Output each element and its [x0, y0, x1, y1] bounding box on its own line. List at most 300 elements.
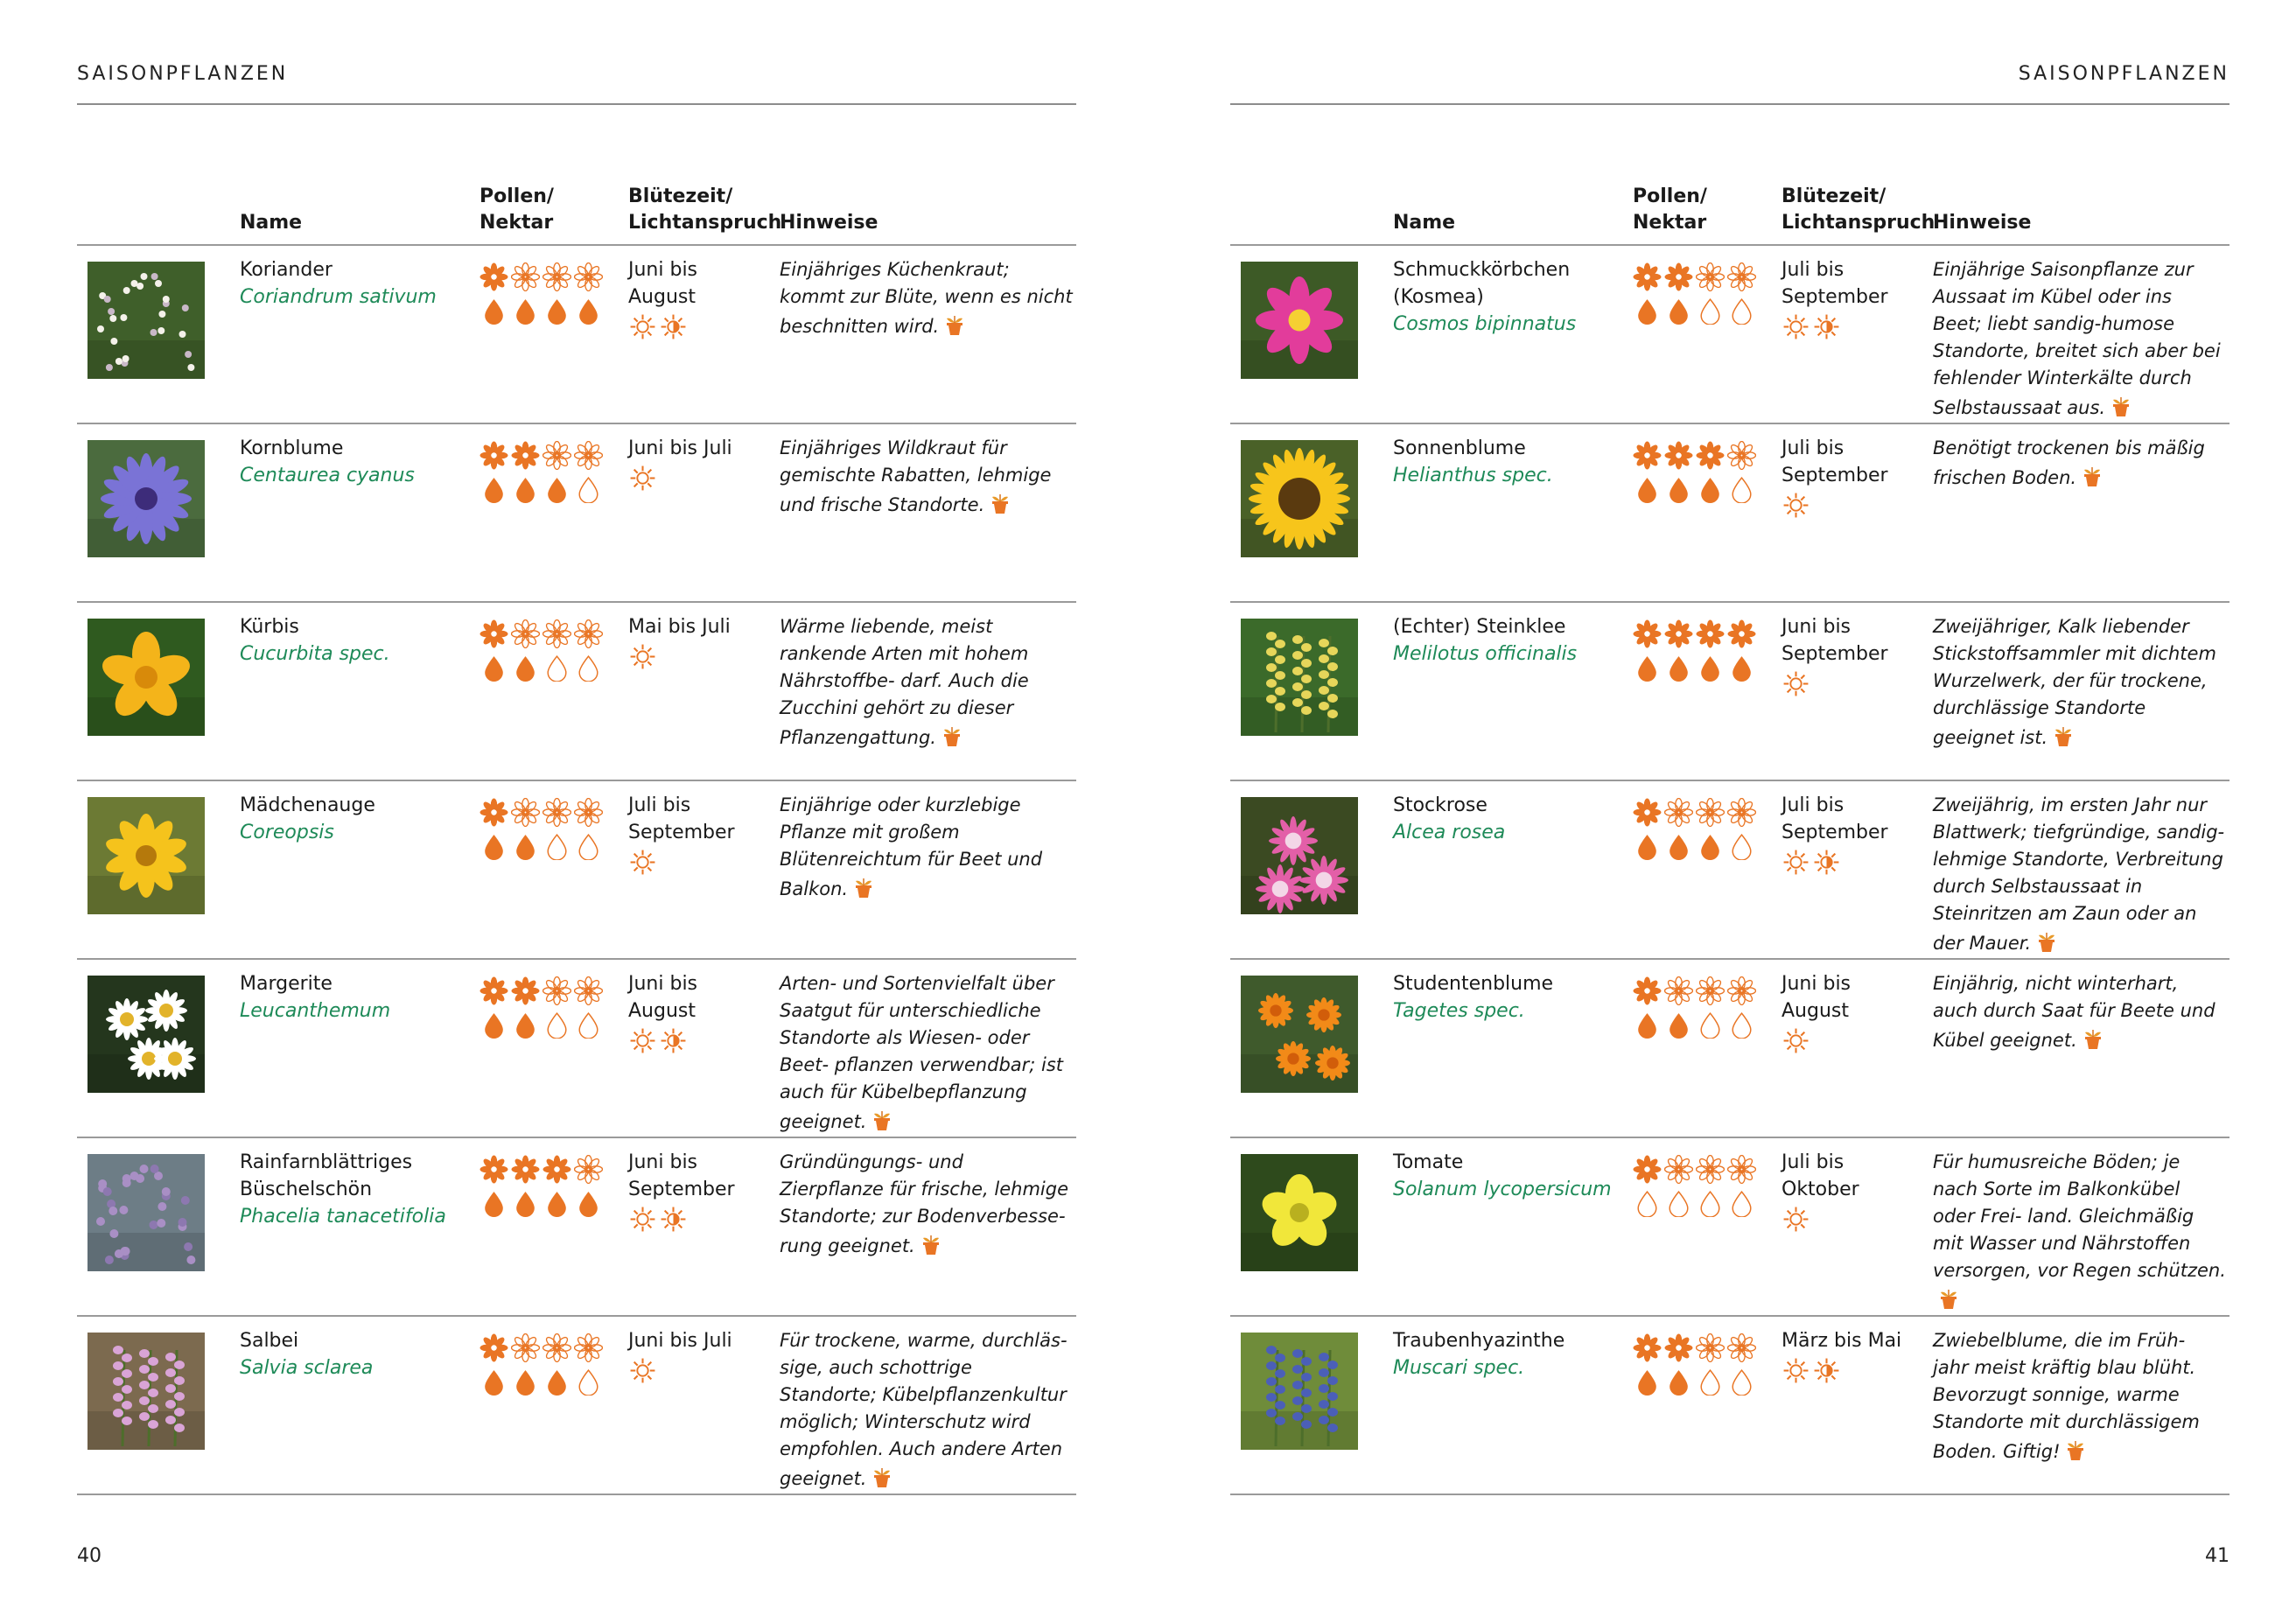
- pollen-flower-icon: [1633, 262, 1662, 295]
- nectar-drop-icon: [1696, 474, 1725, 507]
- container-pot-icon: [872, 1463, 892, 1489]
- pollen-rating: [480, 440, 611, 473]
- running-head-rule: [77, 103, 1076, 105]
- pollen-rating: [480, 619, 611, 652]
- full-sun-icon: [1782, 491, 1810, 528]
- nectar-drop-icon: [511, 474, 540, 507]
- container-pot-icon: [2065, 1436, 2086, 1462]
- plant-photo: [1241, 262, 1358, 379]
- pollen-flower-icon: [574, 262, 603, 295]
- bloom-period: Juni bis September: [628, 1151, 735, 1200]
- plant-photo: [88, 262, 205, 379]
- common-name: (Echter) Steinklee: [1393, 616, 1566, 638]
- bloom-time: [1782, 1327, 1922, 1393]
- pollen-rating: [480, 1154, 611, 1187]
- bloom-time: [1782, 1149, 1922, 1242]
- pollen-nectar-rating: [1633, 1154, 1764, 1221]
- pollen-nectar-rating: [1633, 619, 1764, 685]
- bloom-time: [1782, 435, 1922, 528]
- pollen-flower-icon: [542, 441, 571, 473]
- pollen-flower-icon: [1633, 798, 1662, 830]
- pollen-flower-icon: [1633, 976, 1662, 1009]
- pollen-rating: [1633, 440, 1764, 473]
- nectar-drop-icon: [480, 1367, 508, 1399]
- plant-notes: [780, 435, 1073, 519]
- full-sun-icon: [628, 312, 657, 349]
- nectar-drop-icon: [1696, 1367, 1725, 1399]
- common-name: Koriander: [240, 259, 332, 281]
- column-header: [77, 182, 1076, 245]
- column-notes-header: Hinweise: [780, 212, 878, 234]
- pollen-flower-icon: [1633, 619, 1662, 652]
- pollen-flower-icon: [1696, 619, 1725, 652]
- common-name: Tomate: [1393, 1151, 1464, 1173]
- container-pot-icon: [942, 722, 962, 748]
- plant-notes: [780, 1149, 1073, 1260]
- pollen-flower-icon: [480, 441, 508, 473]
- latin-name: Tagetes spec.: [1393, 1000, 1525, 1022]
- container-pot-icon: [2082, 1025, 2104, 1051]
- nectar-rating: [1633, 473, 1764, 507]
- pollen-nectar-rating: [1633, 797, 1764, 864]
- bloom-period: März bis Mai: [1782, 1330, 1902, 1352]
- nectar-drop-icon: [1664, 1367, 1693, 1399]
- pollen-flower-icon: [480, 798, 508, 830]
- nectar-drop-icon: [542, 474, 571, 507]
- bloom-time: [1782, 970, 1922, 1063]
- pollen-flower-icon: [511, 798, 540, 830]
- bloom-period: Juni bis Juli: [628, 1330, 732, 1352]
- plant-notes: [1933, 435, 2226, 492]
- notes-text: Wärme liebende, meist rankende Arten mit hohem Nährstoffbe- darf. Auch die Zucchini gehört zu dieser Pflanzengattung.: [780, 616, 1029, 748]
- light-requirement: [628, 1026, 768, 1063]
- full-sun-icon: [628, 1026, 657, 1063]
- notes-text: Arten- und Sortenvielfalt über Saatgut für unterschiedliche Standorte als Wiesen- oder Beet- pflanzen verwendbar; ist auch für Kübelbepflanzung geeignet.: [780, 973, 1064, 1132]
- bloom-period: Juni bis Juli: [628, 437, 732, 459]
- pollen-flower-icon: [1664, 976, 1693, 1009]
- pollen-flower-icon: [1727, 1155, 1756, 1187]
- plant-photo: [88, 440, 205, 557]
- pollen-flower-icon: [1664, 798, 1693, 830]
- full-sun-icon: [628, 1205, 657, 1242]
- container-pot-icon: [853, 873, 874, 899]
- pollen-flower-icon: [1664, 441, 1693, 473]
- light-requirement: [1782, 669, 1922, 706]
- pollen-rating: [1633, 976, 1764, 1009]
- nectar-rating: [1633, 295, 1764, 328]
- pollen-flower-icon: [1727, 798, 1756, 830]
- pollen-flower-icon: [1727, 441, 1756, 473]
- table-row: [77, 781, 1076, 960]
- half-shade-icon: [659, 1026, 688, 1063]
- pollen-nectar-rating: [1633, 440, 1764, 507]
- pollen-rating: [1633, 262, 1764, 295]
- table-row: [1230, 1317, 2230, 1495]
- pollen-rating: [1633, 1333, 1764, 1366]
- notes-text: Benötigt trockenen bis mäßig frischen Boden.: [1933, 437, 2205, 488]
- latin-name: Centaurea cyanus: [240, 465, 415, 486]
- bloom-time: [1782, 792, 1922, 885]
- table-row: [1230, 960, 2230, 1138]
- nectar-drop-icon: [511, 653, 540, 685]
- plant-photo: [1241, 1333, 1358, 1450]
- pollen-flower-icon: [1696, 976, 1725, 1009]
- table-row: [1230, 603, 2230, 781]
- plant-name: [240, 1149, 467, 1230]
- bloom-time: [628, 1327, 768, 1393]
- pollen-flower-icon: [1727, 976, 1756, 1009]
- pollen-flower-icon: [574, 441, 603, 473]
- plant-name: [1393, 256, 1620, 338]
- right-page: [1230, 0, 2230, 1623]
- nectar-drop-icon: [1727, 296, 1756, 328]
- pollen-rating: [480, 976, 611, 1009]
- full-sun-icon: [1782, 848, 1810, 885]
- light-requirement: [1782, 848, 1922, 885]
- nectar-drop-icon: [1633, 831, 1662, 864]
- page-number: 40: [77, 1545, 102, 1567]
- bloom-period: Juni bis August: [1782, 973, 1852, 1022]
- pollen-nectar-rating: [480, 1154, 611, 1221]
- plant-photo: [88, 797, 205, 914]
- nectar-drop-icon: [574, 1188, 603, 1221]
- nectar-drop-icon: [480, 474, 508, 507]
- notes-text: Zweijähriger, Kalk liebender Stickstoffsammler mit dichtem Wurzelwerk, der für trockene, durchlässige Standorte geeignet ist.: [1933, 616, 2216, 748]
- container-pot-icon: [920, 1230, 942, 1256]
- nectar-drop-icon: [1633, 1188, 1662, 1221]
- pollen-rating: [1633, 797, 1764, 830]
- container-pot-icon: [2036, 927, 2057, 954]
- nectar-rating: [480, 1009, 611, 1042]
- plant-name: [1393, 792, 1620, 846]
- nectar-drop-icon: [480, 1010, 508, 1042]
- nectar-drop-icon: [480, 1188, 508, 1221]
- nectar-rating: [1633, 1009, 1764, 1042]
- bloom-period: Juli bis Oktober: [1782, 1151, 1859, 1200]
- half-shade-icon: [659, 1205, 688, 1242]
- nectar-drop-icon: [542, 296, 571, 328]
- latin-name: Helianthus spec.: [1393, 465, 1553, 486]
- column-notes-header: Hinweise: [1933, 212, 2032, 234]
- pollen-flower-icon: [574, 976, 603, 1009]
- bloom-period: Mai bis Juli: [628, 616, 731, 638]
- nectar-rating: [1633, 1187, 1764, 1221]
- common-name: Kürbis: [240, 616, 299, 638]
- plant-notes: [780, 792, 1073, 903]
- common-name: Sonnenblume: [1393, 437, 1526, 459]
- nectar-rating: [480, 295, 611, 328]
- bloom-time: [628, 613, 768, 679]
- nectar-drop-icon: [1696, 1010, 1725, 1042]
- table-row: [77, 1317, 1076, 1495]
- bloom-time: [628, 435, 768, 500]
- container-pot-icon: [2110, 392, 2132, 418]
- running-head: SAISONPFLANZEN: [2018, 63, 2230, 85]
- common-name: Salbei: [240, 1330, 299, 1352]
- running-head-rule: [1230, 103, 2230, 105]
- column-header: [1230, 182, 2230, 245]
- latin-name: Coreopsis: [240, 822, 334, 843]
- plant-notes: [1933, 792, 2226, 957]
- nectar-drop-icon: [1633, 653, 1662, 685]
- bloom-time: [628, 1149, 768, 1242]
- common-name: Kornblume: [240, 437, 344, 459]
- pollen-flower-icon: [574, 798, 603, 830]
- running-head: SAISONPFLANZEN: [77, 63, 289, 85]
- container-pot-icon: [2053, 722, 2074, 748]
- half-shade-icon: [1812, 1356, 1841, 1393]
- column-bloom-light-header: Blütezeit/ Lichtanspruch: [628, 185, 782, 234]
- plant-notes: [1933, 613, 2226, 752]
- common-name: Stockrose: [1393, 794, 1488, 816]
- pollen-flower-icon: [480, 1333, 508, 1366]
- nectar-drop-icon: [574, 474, 603, 507]
- nectar-drop-icon: [1633, 474, 1662, 507]
- pollen-flower-icon: [480, 619, 508, 652]
- pollen-flower-icon: [542, 976, 571, 1009]
- light-requirement: [628, 848, 768, 885]
- plant-photo: [1241, 619, 1358, 736]
- bloom-period: Juni bis September: [1782, 616, 1888, 665]
- table-row: [77, 960, 1076, 1138]
- common-name: Traubenhyazinthe: [1393, 1330, 1565, 1352]
- column-bloom-light-header: Blütezeit/ Lichtanspruch: [1782, 185, 1936, 234]
- pollen-nectar-rating: [480, 797, 611, 864]
- pollen-flower-icon: [1664, 1155, 1693, 1187]
- plant-name: [1393, 435, 1620, 489]
- nectar-rating: [480, 652, 611, 685]
- full-sun-icon: [628, 1356, 657, 1393]
- notes-text: Gründüngungs- und Zierpflanze für frische, lehmige Standorte; zur Bodenverbesse- rung geeignet.: [780, 1151, 1069, 1256]
- plant-notes: [1933, 1327, 2226, 1466]
- nectar-drop-icon: [1664, 653, 1693, 685]
- pollen-flower-icon: [1696, 441, 1725, 473]
- pollen-nectar-rating: [480, 976, 611, 1042]
- nectar-drop-icon: [480, 296, 508, 328]
- pollen-flower-icon: [511, 1333, 540, 1366]
- column-name-header: Name: [240, 212, 303, 234]
- pollen-flower-icon: [542, 1333, 571, 1366]
- common-name: Margerite: [240, 973, 332, 995]
- plant-photo: [88, 976, 205, 1093]
- column-pollen-nectar-header: Pollen/ Nektar: [1633, 185, 1707, 234]
- table-row: [1230, 1138, 2230, 1317]
- pollen-flower-icon: [1633, 1155, 1662, 1187]
- pollen-flower-icon: [511, 262, 540, 295]
- pollen-flower-icon: [574, 619, 603, 652]
- plant-notes: [1933, 1149, 2226, 1314]
- nectar-drop-icon: [1727, 474, 1756, 507]
- latin-name: Leucanthemum: [240, 1000, 391, 1022]
- container-pot-icon: [1938, 1284, 1959, 1311]
- plant-photo: [88, 619, 205, 736]
- pollen-flower-icon: [511, 441, 540, 473]
- full-sun-icon: [1782, 312, 1810, 349]
- latin-name: Solanum lycopersicum: [1393, 1179, 1612, 1200]
- light-requirement: [1782, 491, 1922, 528]
- plant-notes: [780, 256, 1073, 340]
- notes-text: Einjährige Saisonpflanze zur Aussaat im Kübel oder ins Beet; liebt sandig-humose Standorte, breitet sich aber bei fehlender Winterkälte durch Selbstaussaat aus.: [1933, 259, 2221, 418]
- pollen-flower-icon: [1696, 1155, 1725, 1187]
- pollen-nectar-rating: [1633, 976, 1764, 1042]
- light-requirement: [1782, 1205, 1922, 1242]
- nectar-drop-icon: [511, 1188, 540, 1221]
- bloom-period: Juli bis September: [1782, 437, 1888, 486]
- pollen-flower-icon: [1727, 262, 1756, 295]
- pollen-flower-icon: [1633, 1333, 1662, 1366]
- nectar-drop-icon: [1633, 1010, 1662, 1042]
- light-requirement: [628, 312, 768, 349]
- plant-notes: [780, 1327, 1073, 1493]
- nectar-drop-icon: [1696, 831, 1725, 864]
- pollen-flower-icon: [480, 1155, 508, 1187]
- pollen-flower-icon: [574, 1155, 603, 1187]
- nectar-drop-icon: [574, 653, 603, 685]
- pollen-rating: [1633, 619, 1764, 652]
- left-page: [77, 0, 1076, 1623]
- pollen-nectar-rating: [480, 619, 611, 685]
- plant-name: [240, 970, 467, 1025]
- plant-photo: [1241, 440, 1358, 557]
- nectar-drop-icon: [511, 831, 540, 864]
- plant-name: [240, 256, 467, 311]
- nectar-rating: [480, 830, 611, 864]
- container-pot-icon: [2082, 462, 2103, 488]
- pollen-flower-icon: [511, 976, 540, 1009]
- nectar-drop-icon: [574, 1367, 603, 1399]
- pollen-flower-icon: [1696, 262, 1725, 295]
- plant-name: [240, 435, 467, 489]
- plant-photo: [88, 1333, 205, 1450]
- pollen-nectar-rating: [480, 262, 611, 328]
- common-name: Mädchenauge: [240, 794, 375, 816]
- notes-text: Einjähriges Wildkraut für gemischte Rabatten, lehmige und frische Standorte.: [780, 437, 1052, 515]
- nectar-drop-icon: [480, 831, 508, 864]
- nectar-drop-icon: [480, 653, 508, 685]
- nectar-drop-icon: [542, 1188, 571, 1221]
- plant-name: [240, 613, 467, 668]
- nectar-drop-icon: [542, 1010, 571, 1042]
- pollen-flower-icon: [1664, 1333, 1693, 1366]
- pollen-flower-icon: [480, 262, 508, 295]
- nectar-drop-icon: [542, 653, 571, 685]
- notes-text: Zweijährig, im ersten Jahr nur Blattwerk; tiefgründige, sandig- lehmige Standorte, Verbreitung durch Selbstaussaat in Steinritzen am Zaun oder an der Mauer.: [1933, 794, 2225, 954]
- bloom-time: [628, 970, 768, 1063]
- bloom-time: [1782, 256, 1922, 349]
- nectar-drop-icon: [1664, 831, 1693, 864]
- nectar-drop-icon: [1727, 1367, 1756, 1399]
- pollen-rating: [480, 797, 611, 830]
- pollen-flower-icon: [574, 1333, 603, 1366]
- nectar-drop-icon: [542, 831, 571, 864]
- column-name-header: Name: [1393, 212, 1456, 234]
- table-row: [77, 246, 1076, 424]
- pollen-flower-icon: [1727, 619, 1756, 652]
- page-number: 41: [2205, 1545, 2230, 1567]
- plant-photo: [1241, 976, 1358, 1093]
- plant-photo: [1241, 1154, 1358, 1271]
- nectar-drop-icon: [1664, 1010, 1693, 1042]
- notes-text: Zwiebelblume, die im Früh- jahr meist kräftig blau blüht. Bevorzugt sonnige, warme Standorte mit durchlässigem Boden. Giftig!: [1933, 1330, 2200, 1462]
- pollen-flower-icon: [542, 262, 571, 295]
- bloom-period: Juli bis September: [628, 794, 735, 843]
- table-row: [1230, 781, 2230, 960]
- half-shade-icon: [1812, 312, 1841, 349]
- nectar-drop-icon: [1727, 1188, 1756, 1221]
- light-requirement: [628, 1205, 768, 1242]
- nectar-drop-icon: [574, 296, 603, 328]
- nectar-rating: [1633, 830, 1764, 864]
- bloom-time: [628, 792, 768, 885]
- latin-name: Melilotus officinalis: [1393, 643, 1578, 665]
- notes-text: Für trockene, warme, durchläs- sige, auch schottrige Standorte; Kübelpflanzenkultur möglich; Winterschutz wird empfohlen. Auch andere Arten geeignet.: [780, 1330, 1068, 1489]
- nectar-drop-icon: [1664, 1188, 1693, 1221]
- nectar-drop-icon: [511, 1367, 540, 1399]
- common-name: Rainfarnblättriges Büschelschön: [240, 1151, 413, 1200]
- nectar-drop-icon: [574, 831, 603, 864]
- table-row: [1230, 246, 2230, 424]
- pollen-rating: [480, 262, 611, 295]
- nectar-rating: [480, 473, 611, 507]
- latin-name: Muscari spec.: [1393, 1357, 1525, 1379]
- light-requirement: [1782, 1356, 1922, 1393]
- full-sun-icon: [1782, 1026, 1810, 1063]
- pollen-flower-icon: [1727, 1333, 1756, 1366]
- pollen-flower-icon: [1696, 798, 1725, 830]
- table-row: [77, 1138, 1076, 1317]
- latin-name: Alcea rosea: [1393, 822, 1506, 843]
- full-sun-icon: [1782, 1205, 1810, 1242]
- plant-name: [1393, 613, 1620, 668]
- pollen-flower-icon: [511, 619, 540, 652]
- nectar-drop-icon: [574, 1010, 603, 1042]
- plant-name: [1393, 1149, 1620, 1203]
- full-sun-icon: [1782, 669, 1810, 706]
- nectar-drop-icon: [1696, 296, 1725, 328]
- nectar-drop-icon: [1664, 474, 1693, 507]
- common-name: Schmuckkörbchen (Kosmea): [1393, 259, 1571, 308]
- pollen-flower-icon: [1633, 441, 1662, 473]
- plant-name: [240, 1327, 467, 1382]
- table-row: [77, 603, 1076, 781]
- latin-name: Phacelia tanacetifolia: [240, 1206, 446, 1228]
- nectar-drop-icon: [1727, 1010, 1756, 1042]
- nectar-drop-icon: [1727, 653, 1756, 685]
- pollen-nectar-rating: [480, 1333, 611, 1399]
- light-requirement: [1782, 1026, 1922, 1063]
- light-requirement: [628, 1356, 768, 1393]
- plant-notes: [1933, 256, 2226, 422]
- bloom-time: [1782, 613, 1922, 706]
- nectar-drop-icon: [511, 1010, 540, 1042]
- notes-text: Einjährige oder kurzlebige Pflanze mit großem Blütenreichtum für Beet und Balkon.: [780, 794, 1043, 899]
- plant-name: [1393, 970, 1620, 1025]
- latin-name: Cosmos bipinnatus: [1393, 313, 1577, 335]
- pollen-flower-icon: [1664, 262, 1693, 295]
- half-shade-icon: [1812, 848, 1841, 885]
- pollen-flower-icon: [1696, 1333, 1725, 1366]
- light-requirement: [628, 642, 768, 679]
- bloom-period: Juli bis September: [1782, 259, 1888, 308]
- bloom-period: Juni bis August: [628, 973, 698, 1022]
- container-pot-icon: [944, 311, 965, 337]
- plant-name: [1393, 1327, 1620, 1382]
- latin-name: Cucurbita spec.: [240, 643, 390, 665]
- common-name: Studentenblume: [1393, 973, 1554, 995]
- bloom-time: [628, 256, 768, 349]
- latin-name: Salvia sclarea: [240, 1357, 374, 1379]
- full-sun-icon: [628, 464, 657, 500]
